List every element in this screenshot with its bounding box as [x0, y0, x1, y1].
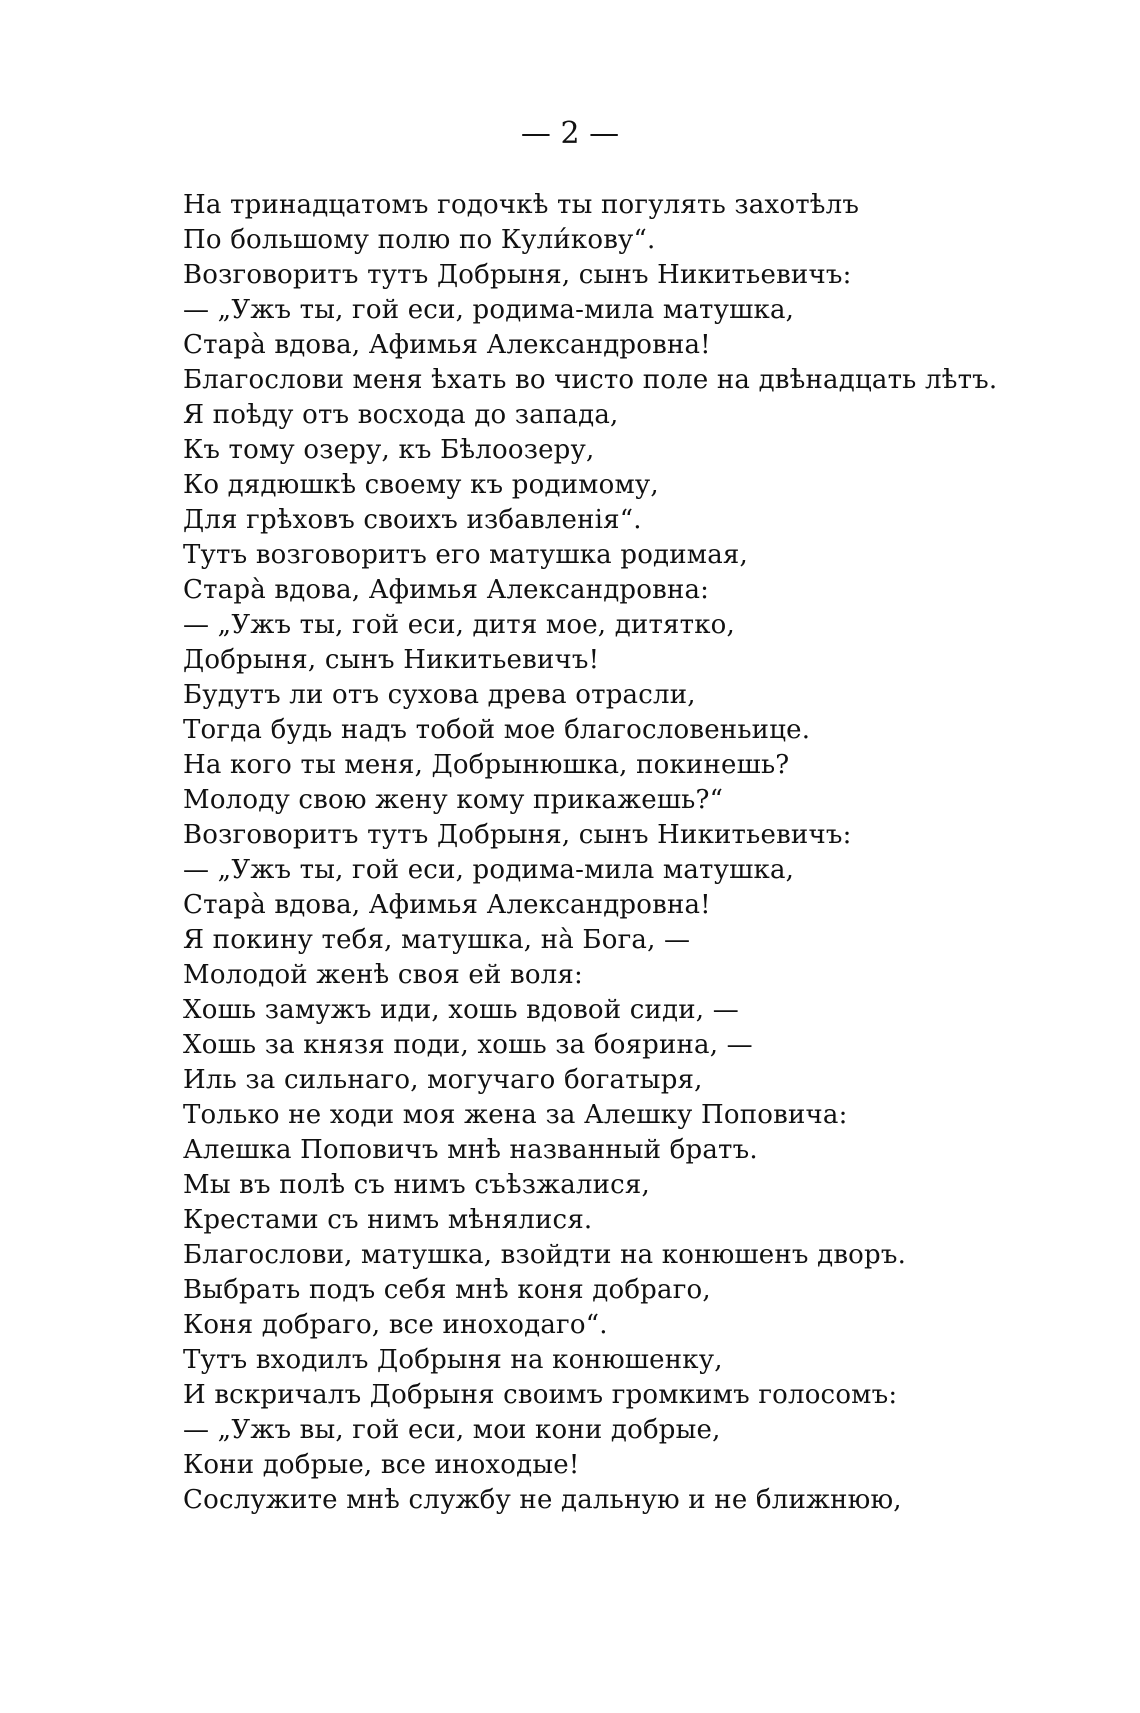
verse-line: Тутъ входилъ Добрыня на конюшенку,	[183, 1345, 723, 1375]
verse-line: Кони добрые, все иноходые!	[183, 1450, 580, 1480]
verse-line: Благослови, матушка, взойдти на конюшенъ дворъ.	[183, 1240, 907, 1270]
verse-line: — „Ужъ вы, гой еси, мои кони добрые,	[183, 1415, 721, 1445]
verse-line: Коня добраго, все иноходаго“.	[183, 1310, 608, 1340]
verse-line: Только не ходи моя жена за Алешку Поповича:	[183, 1100, 848, 1130]
verse-line: Крестами съ нимъ мѣнялися.	[183, 1205, 593, 1235]
verse-line: Стара̀ вдова, Афимья Александровна!	[183, 890, 711, 920]
verse-line: Выбрать подъ себя мнѣ коня добраго,	[183, 1275, 711, 1305]
verse-line: Возговоритъ тутъ Добрыня, сынъ Никитьевичъ:	[183, 260, 852, 290]
page-number: — 2 —	[520, 116, 620, 151]
verse-line: Возговоритъ тутъ Добрыня, сынъ Никитьевичъ:	[183, 820, 852, 850]
verse-line: Алешка Поповичъ мнѣ названный братъ.	[183, 1135, 758, 1165]
verse-line: Молоду свою жену кому прикажешь?“	[183, 785, 724, 815]
verse-line: По большому полю по Кули́кову“.	[183, 225, 656, 255]
verse-line: Стара̀ вдова, Афимья Александровна!	[183, 330, 711, 360]
verse-line: Хошь за князя поди, хошь за боярина, —	[183, 1030, 753, 1060]
verse-line: И вскричалъ Добрыня своимъ громкимъ голосомъ:	[183, 1380, 898, 1410]
verse-line: Благослови меня ѣхать во чисто поле на двѣнадцать лѣтъ.	[183, 365, 998, 395]
verse-line: Иль за сильнаго, могучаго богатыря,	[183, 1065, 703, 1095]
verse-line: Будутъ ли отъ сухова древа отрасли,	[183, 680, 696, 710]
verse-line: Я поѣду отъ восхода до запада,	[183, 400, 619, 430]
verse-line: Ко дядюшкѣ своему къ родимому,	[183, 470, 659, 500]
verse-line: — „Ужъ ты, гой еси, родима-мила матушка,	[183, 855, 795, 885]
verse-line: — „Ужъ ты, гой еси, родима-мила матушка,	[183, 295, 795, 325]
verse-line: Тогда будь надъ тобой мое благословеньице.	[183, 715, 811, 745]
verse-line: Къ тому озеру, къ Бѣлоозеру,	[183, 435, 595, 465]
verse-line: — „Ужъ ты, гой еси, дитя мое, дитятко,	[183, 610, 735, 640]
verse-line: Мы въ полѣ съ нимъ съѣзжалися,	[183, 1170, 650, 1200]
verse-line: Я покину тебя, матушка, на̀ Бога, —	[183, 925, 691, 955]
verse-line: Сослужите мнѣ службу не дальную и не ближнюю,	[183, 1485, 902, 1515]
poem-text	[183, 188, 997, 1518]
verse-line: Тутъ возговоритъ его матушка родимая,	[183, 540, 748, 570]
verse-line: Хошь замужъ иди, хошь вдовой сиди, —	[183, 995, 739, 1025]
verse-line: На тринадцатомъ годочкѣ ты погулять захотѣлъ	[183, 190, 860, 220]
verse-line: Для грѣховъ своихъ избавленія“.	[183, 505, 642, 535]
verse-line: Добрыня, сынъ Никитьевичъ!	[183, 645, 600, 675]
verse-line: Молодой женѣ своя ей воля:	[183, 960, 583, 990]
verse-line: На кого ты меня, Добрынюшка, покинешь?	[183, 750, 790, 780]
verse-line: Стара̀ вдова, Афимья Александровна:	[183, 575, 710, 605]
